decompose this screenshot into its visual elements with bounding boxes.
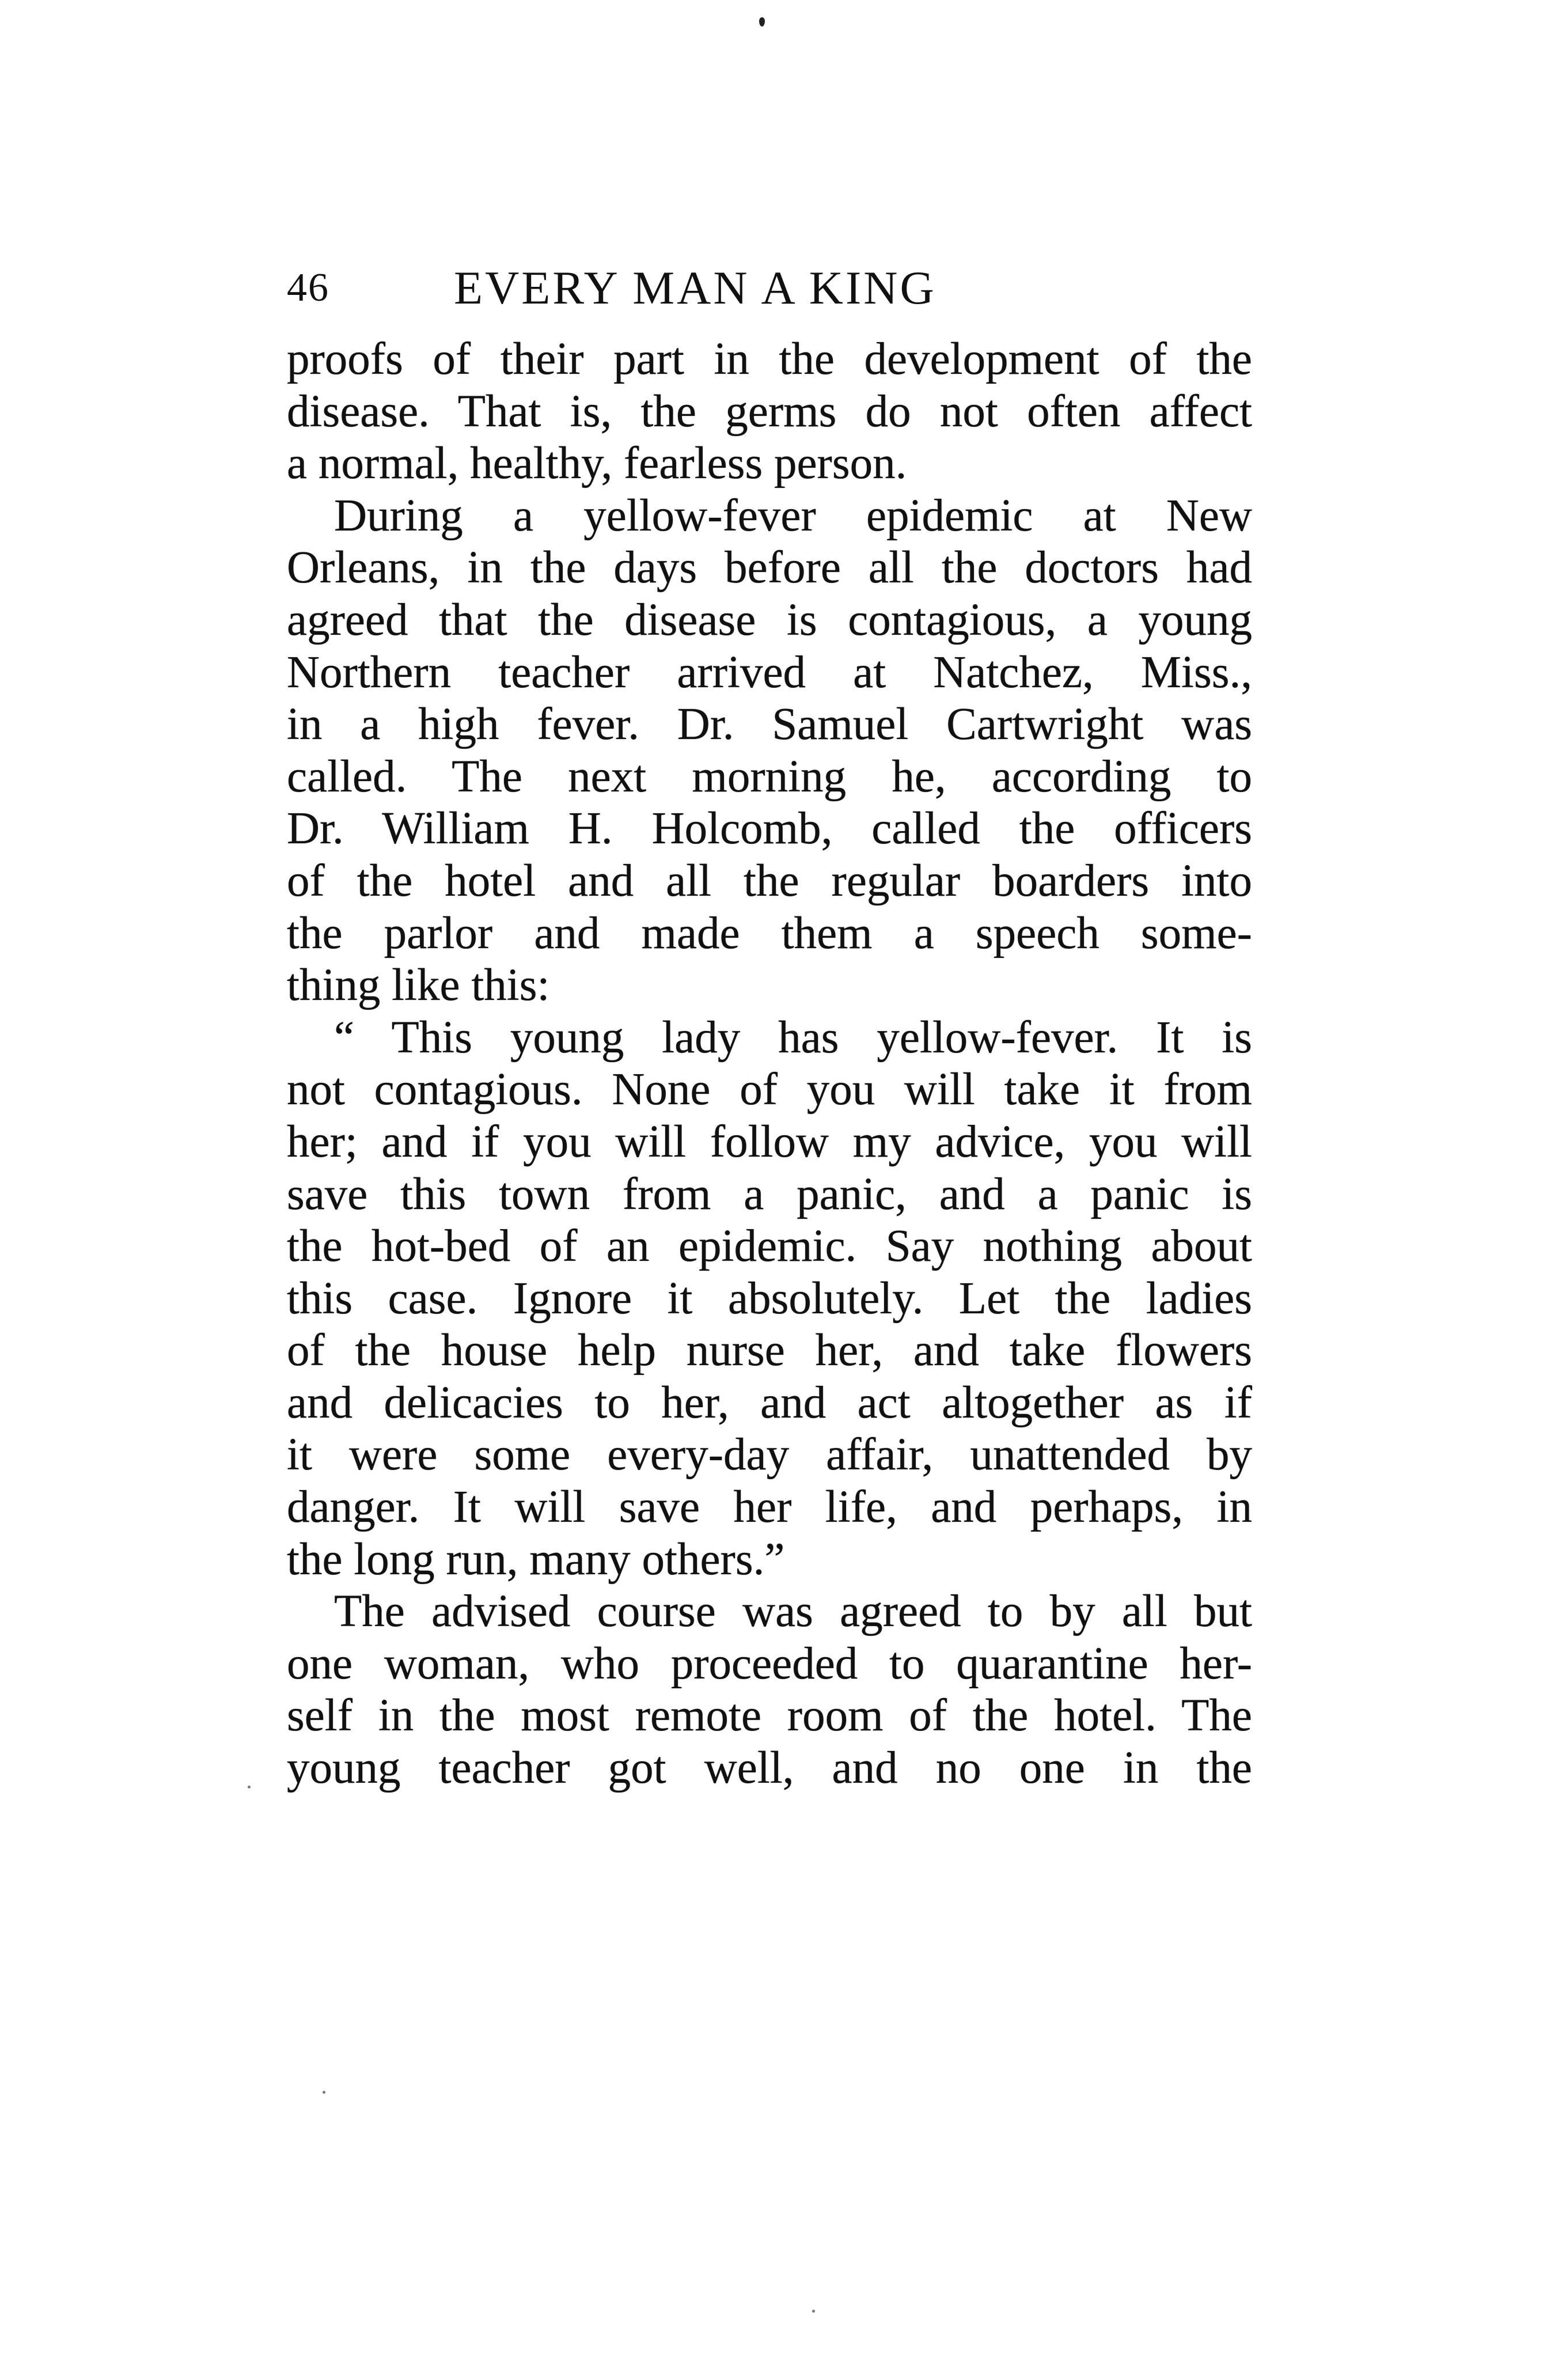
text-line: disease. That is, the germs do not often affect [287,386,1252,437]
text-line: “ This young lady has yellow-fever. It is [334,1012,1252,1063]
body-text [287,333,1252,1795]
scan-speck [248,1786,251,1788]
text-line: a normal, healthy, fearless person. [287,438,907,489]
text-line: of the house help nurse her, and take flowers [287,1325,1252,1376]
text-line: called. The next morning he, according to [287,751,1252,802]
text-line: Dr. William H. Holcomb, called the officers [287,804,1252,854]
text-line: agreed that the disease is contagious, a young [287,594,1252,645]
running-title: EVERY MAN A KING [454,262,936,314]
text-line: Orleans, in the days before all the doctors had [287,543,1252,593]
scan-speck [759,17,765,26]
text-line: this case. Ignore it absolutely. Let the ladies [287,1273,1252,1324]
text-line: Northern teacher arrived at Natchez, Miss., [287,647,1252,698]
text-line: one woman, who proceeded to quarantine her- [287,1638,1252,1689]
text-line: not contagious. None of you will take it from [287,1064,1252,1115]
text-line: in a high fever. Dr. Samuel Cartwright was [287,699,1252,750]
text-line: the long run, many others.” [287,1534,785,1585]
text-line: The advised course was agreed to by all but [334,1586,1252,1637]
scan-speck [812,2310,815,2313]
text-line: proofs of their part in the development of the [287,334,1252,384]
text-line: of the hotel and all the regular boarders into [287,855,1252,906]
page-number: 46 [287,266,329,310]
text-line: danger. It will save her life, and perhaps, in [287,1482,1252,1533]
scan-speck [323,2091,325,2094]
text-line: self in the most remote room of the hotel. The [287,1691,1252,1741]
text-line: it were some every-day affair, unattended by [287,1430,1252,1480]
text-line: and delicacies to her, and act altogether as if [287,1377,1252,1428]
text-line: the hot-bed of an epidemic. Say nothing about [287,1221,1252,1272]
text-line: thing like this: [287,960,550,1011]
running-header [287,262,1266,314]
text-line: save this town from a panic, and a panic is [287,1169,1252,1219]
text-line: During a yellow-fever epidemic at New [334,490,1252,541]
text-line: young teacher got well, and no one in the [287,1743,1252,1794]
text-line: the parlor and made them a speech some- [287,908,1252,958]
text-line: her; and if you will follow my advice, you will [287,1116,1252,1167]
